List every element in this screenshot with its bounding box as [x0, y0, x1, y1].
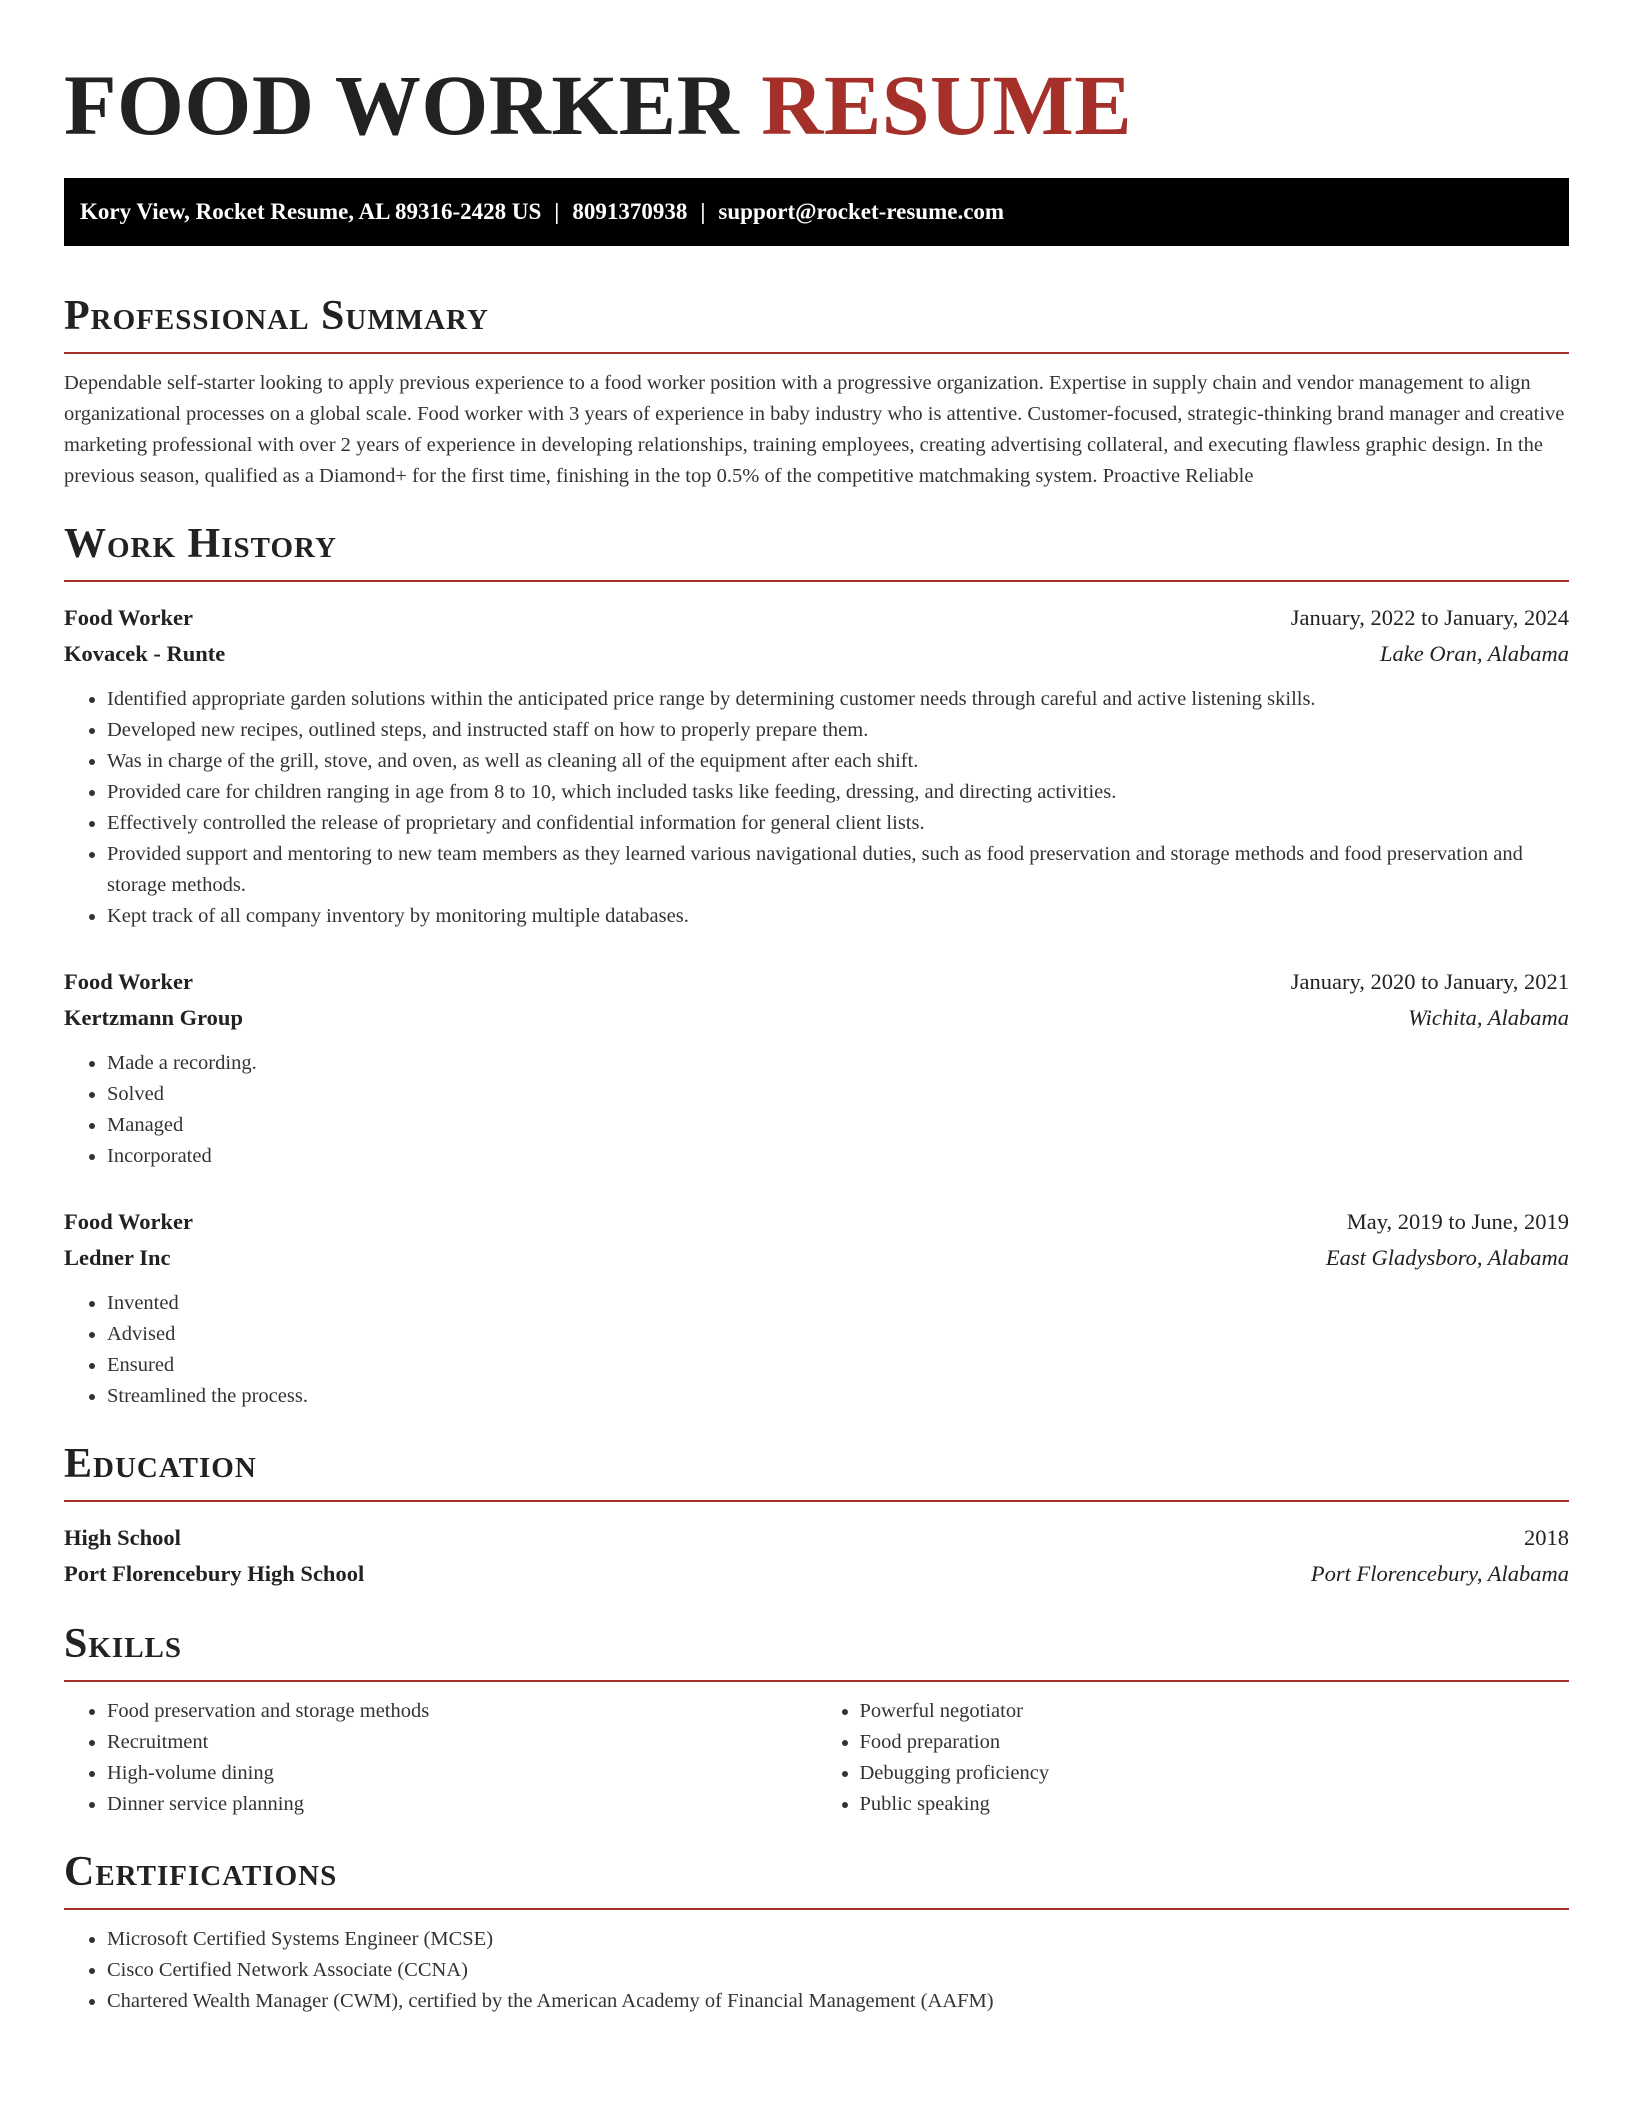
contact-phone: 8091370938 [572, 199, 688, 224]
list-item: • Made a recording. [107, 1048, 1569, 1079]
job-header-row [64, 1204, 1569, 1240]
job-company-row [64, 636, 1569, 672]
work-heading: Work History [64, 518, 1569, 582]
education-section [64, 1438, 1569, 1592]
list-item: • Cisco Certified Network Associate (CCNA) [107, 1955, 1569, 1986]
job-company: Ledner Inc [64, 1245, 171, 1270]
list-item: • Was in charge of the grill, stove, and oven, as well as cleaning all of the equipment after each shift. [107, 746, 1569, 777]
summary-text: Dependable self-starter looking to apply previous experience to a food worker position with a progressive organization. Expertise in supply chain and vendor management to align organizational processes on a global scale. Food worker with 3 years of experience in baby industry who is attentive. Customer-focused, strategic-thinking brand manager and creative marketing professional with over 2 years of experience in developing relationships, training employees, creating advertising collateral, and executing flawless graphic design. In the previous season, qualified as a Diamond+ for the first time, finishing in the top 0.5% of the competitive matchmaking system. Proactive Reliable [64, 372, 1565, 487]
certifications-list [64, 1924, 1569, 2017]
contact-separator: | [700, 199, 706, 224]
certifications-section [64, 1846, 1569, 2017]
education-school: Port Florencebury High School [64, 1561, 365, 1586]
job-company: Kertzmann Group [64, 1005, 243, 1030]
list-item: • Powerful negotiator [860, 1696, 1570, 1727]
summary-heading: Professional Summary [64, 290, 1569, 354]
job-entry [64, 1204, 1569, 1412]
contact-separator: | [554, 199, 560, 224]
job-bullets [64, 1288, 1569, 1412]
education-heading: Education [64, 1438, 1569, 1502]
education-year: 2018 [1524, 1525, 1569, 1550]
job-header-row [64, 600, 1569, 636]
education-header-row [64, 1520, 1569, 1556]
skills-list-right [817, 1696, 1570, 1820]
job-location: Lake Oran, Alabama [1380, 641, 1569, 666]
contact-address: Kory View, Rocket Resume, AL 89316-2428 US [80, 199, 542, 224]
list-item: • Recruitment [107, 1727, 817, 1758]
job-dates: January, 2022 to January, 2024 [1290, 605, 1569, 630]
list-item: • Incorporated [107, 1141, 1569, 1172]
summary-section [64, 290, 1569, 492]
job-dates: May, 2019 to June, 2019 [1346, 1209, 1569, 1234]
job-header-row [64, 964, 1569, 1000]
job-location: East Gladysboro, Alabama [1325, 1245, 1569, 1270]
list-item: • Advised [107, 1319, 1569, 1350]
list-item: • Provided support and mentoring to new team members as they learned various navigational duties, such as food preservation and storage methods and food preservation and storage methods. [107, 839, 1569, 901]
job-bullets [64, 684, 1569, 932]
list-item: • Provided care for children ranging in age from 8 to 10, which included tasks like feeding, dressing, and directing activities. [107, 777, 1569, 808]
list-item: • Ensured [107, 1350, 1569, 1381]
list-item: • Chartered Wealth Manager (CWM), certified by the American Academy of Financial Management (AAFM) [107, 1986, 1569, 2017]
resume-title [64, 56, 1569, 154]
list-item: • Solved [107, 1079, 1569, 1110]
education-school-row [64, 1556, 1569, 1592]
contact-bar [64, 178, 1569, 246]
resume-content [64, 56, 1569, 2017]
list-item: • Effectively controlled the release of proprietary and confidential information for general client lists. [107, 808, 1569, 839]
job-company-row [64, 1240, 1569, 1276]
job-bullets [64, 1048, 1569, 1172]
list-item: • Streamlined the process. [107, 1381, 1569, 1412]
job-company: Kovacek - Runte [64, 641, 226, 666]
title-accent: RESUME [761, 57, 1133, 153]
list-item: • Debugging proficiency [860, 1758, 1570, 1789]
work-section [64, 518, 1569, 1412]
job-dates: January, 2020 to January, 2021 [1290, 969, 1569, 994]
list-item: • Food preservation and storage methods [107, 1696, 817, 1727]
list-item: • Invented [107, 1288, 1569, 1319]
skills-heading: Skills [64, 1618, 1569, 1682]
list-item: • High-volume dining [107, 1758, 817, 1789]
job-title: Food Worker [64, 969, 193, 994]
list-item: • Microsoft Certified Systems Engineer (MCSE) [107, 1924, 1569, 1955]
list-item: • Public speaking [860, 1789, 1570, 1820]
job-entry [64, 600, 1569, 932]
skills-list-left [64, 1696, 817, 1820]
list-item: • Developed new recipes, outlined steps, and instructed staff on how to properly prepare them. [107, 715, 1569, 746]
education-location: Port Florencebury, Alabama [1310, 1561, 1569, 1586]
job-title: Food Worker [64, 605, 193, 630]
job-location: Wichita, Alabama [1408, 1005, 1569, 1030]
job-entry [64, 964, 1569, 1172]
job-title: Food Worker [64, 1209, 193, 1234]
list-item: • Identified appropriate garden solutions within the anticipated price range by determining customer needs through careful and active listening skills. [107, 684, 1569, 715]
education-degree: High School [64, 1525, 181, 1550]
job-company-row [64, 1000, 1569, 1036]
list-item: • Dinner service planning [107, 1789, 817, 1820]
skills-columns [64, 1696, 1569, 1820]
certifications-heading: Certifications [64, 1846, 1569, 1910]
list-item: • Managed [107, 1110, 1569, 1141]
list-item: • Kept track of all company inventory by monitoring multiple databases. [107, 901, 1569, 932]
skills-section [64, 1618, 1569, 1820]
list-item: • Food preparation [860, 1727, 1570, 1758]
title-main: FOOD WORKER [64, 57, 740, 153]
contact-email: support@rocket-resume.com [718, 199, 1005, 224]
